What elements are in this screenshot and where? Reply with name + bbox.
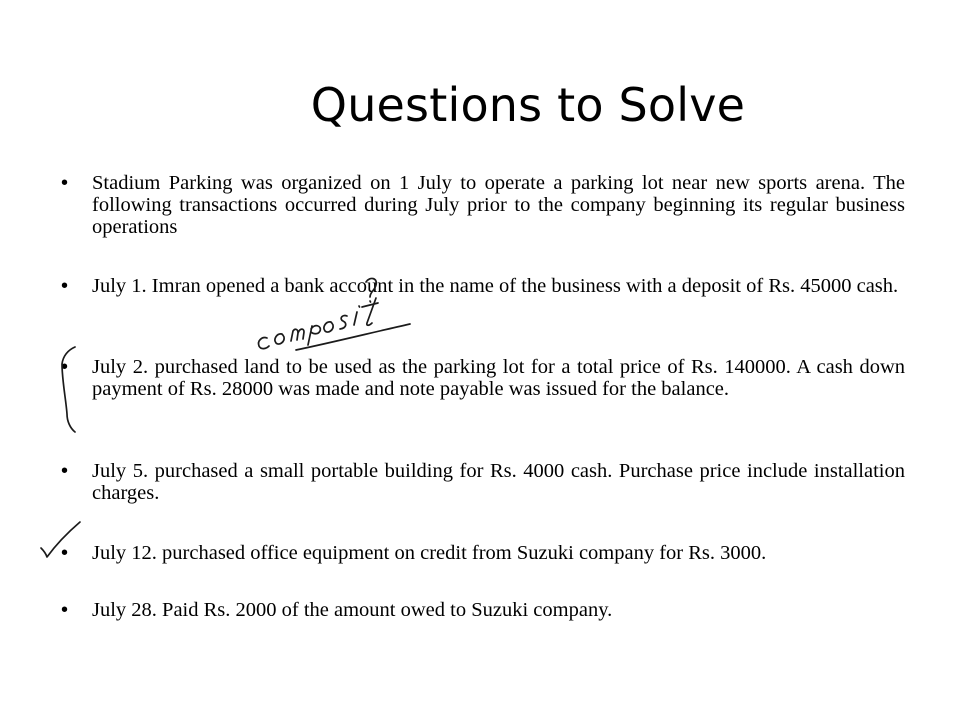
bullet-dot: •: [61, 460, 69, 482]
bullet-text: July 5. purchased a small portable building for Rs. 4000 cash. Purchase price include installation charges.: [92, 460, 905, 504]
bullet-dot: •: [61, 599, 69, 621]
bullet-item: [61, 460, 905, 504]
bullet-text: July 1. Imran opened a bank account in the name of the business with a deposit of Rs. 45000 cash.: [92, 275, 899, 297]
bullet-text: July 12. purchased office equipment on credit from Suzuki company for Rs. 3000.: [92, 542, 767, 564]
bullet-item: [61, 356, 905, 400]
bullet-text: July 28. Paid Rs. 2000 of the amount owed to Suzuki company.: [92, 599, 613, 621]
bullet-item: [61, 542, 905, 564]
bullet-text: July 2. purchased land to be used as the parking lot for a total price of Rs. 140000. A cash down payment of Rs. 28000 was made and note payable was issued for the balance.: [92, 356, 905, 400]
bullet-dot: •: [61, 356, 69, 378]
bullet-dot: •: [61, 275, 69, 297]
bullet-item: [61, 599, 905, 621]
bullet-item: [61, 172, 905, 238]
bullet-dot: •: [61, 542, 69, 564]
bullet-item: [61, 275, 905, 297]
slide-title: Questions to Solve: [310, 78, 746, 132]
bullet-text: Stadium Parking was organized on 1 July to operate a parking lot near new sports arena. The following transactions occurred during July prior to the company beginning its regular business operations: [92, 172, 905, 238]
bullet-dot: •: [61, 172, 69, 194]
